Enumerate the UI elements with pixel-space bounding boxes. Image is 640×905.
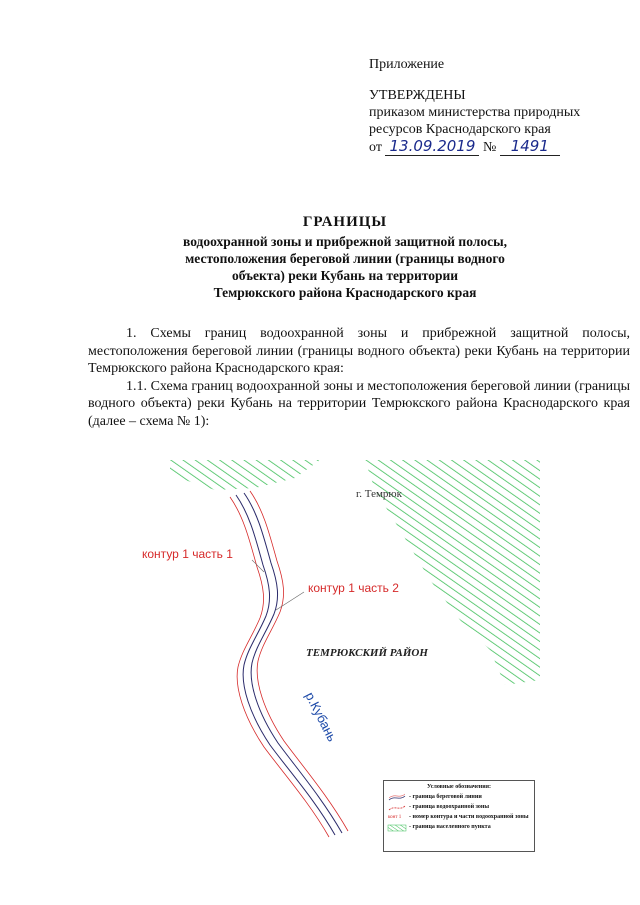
approval-block: [369, 56, 580, 156]
legend-item: [388, 794, 530, 802]
legend-item-label: - граница водоохранной зоны: [409, 804, 490, 810]
legend-title: Условные обозначения:: [427, 784, 491, 790]
approved-label: УТВЕРЖДЕНЫ: [369, 88, 466, 103]
legend-item-label: - граница береговой линии: [409, 794, 482, 800]
document-title: [60, 214, 630, 301]
paragraph-1-1: 1.1. Схема границ водоохранной зоны и местоположения береговой линии (границы водного объекта) реки Кубань на территории Темрюкского района Краснодарского края (далее – схема № 1):: [88, 378, 630, 429]
shoreline-right: [244, 493, 342, 833]
from-label: от: [369, 140, 382, 155]
district-label: ТЕМРЮКСКИЙ РАЙОН: [306, 647, 428, 659]
title-line-3: объекта) реки Кубань на территории: [231, 268, 459, 283]
contour-number-symbol-icon: конт 1: [388, 815, 402, 820]
legend-item-label: - номер контура и части водоохранной зоны: [409, 814, 529, 820]
paragraph-1: 1. Схемы границ водоохранной зоны и прибрежной защитной полосы, местоположения береговой линии (границы водного объекта) реки Кубань на территории Темрюкского района Краснодарского края:: [88, 326, 630, 376]
title-heading: ГРАНИЦЫ: [302, 214, 388, 230]
title-line-2: местоположения береговой линии (границы водного: [185, 251, 505, 266]
settlement-symbol-icon: [388, 824, 406, 832]
legend-item-label: - граница населенного пункта: [409, 824, 491, 830]
river-label: р.Кубань: [302, 689, 340, 744]
legend-item: [388, 804, 530, 812]
settlement-area-left: [170, 460, 320, 490]
shoreline-symbol-icon: [388, 794, 406, 802]
water-zone-boundary-left: [230, 497, 329, 837]
title-line-4: Темрюкского района Краснодарского края: [213, 285, 477, 300]
title-line-1: водоохранной зоны и прибрежной защитной полосы,: [183, 234, 507, 249]
order-line-2: ресурсов Краснодарского края: [369, 122, 551, 137]
number-sign: №: [482, 140, 497, 155]
water-zone-symbol-icon: [388, 804, 406, 812]
leader-line-part-2: [276, 592, 304, 610]
town-label: г. Темрюк: [356, 488, 402, 500]
appendix-label: Приложение: [369, 57, 445, 72]
body-text: [88, 325, 630, 430]
order-date-line: [369, 138, 580, 156]
contour-part-2-label: контур 1 часть 2: [308, 581, 399, 595]
legend-item: [388, 824, 530, 832]
order-line-1: приказом министерства природных: [369, 105, 581, 120]
contour-part-1-label: контур 1 часть 1: [142, 547, 233, 561]
map-legend: [383, 780, 535, 852]
handwritten-number: 1491: [500, 138, 560, 156]
handwritten-date: 13.09.2019: [385, 138, 479, 156]
legend-item: [388, 814, 530, 822]
